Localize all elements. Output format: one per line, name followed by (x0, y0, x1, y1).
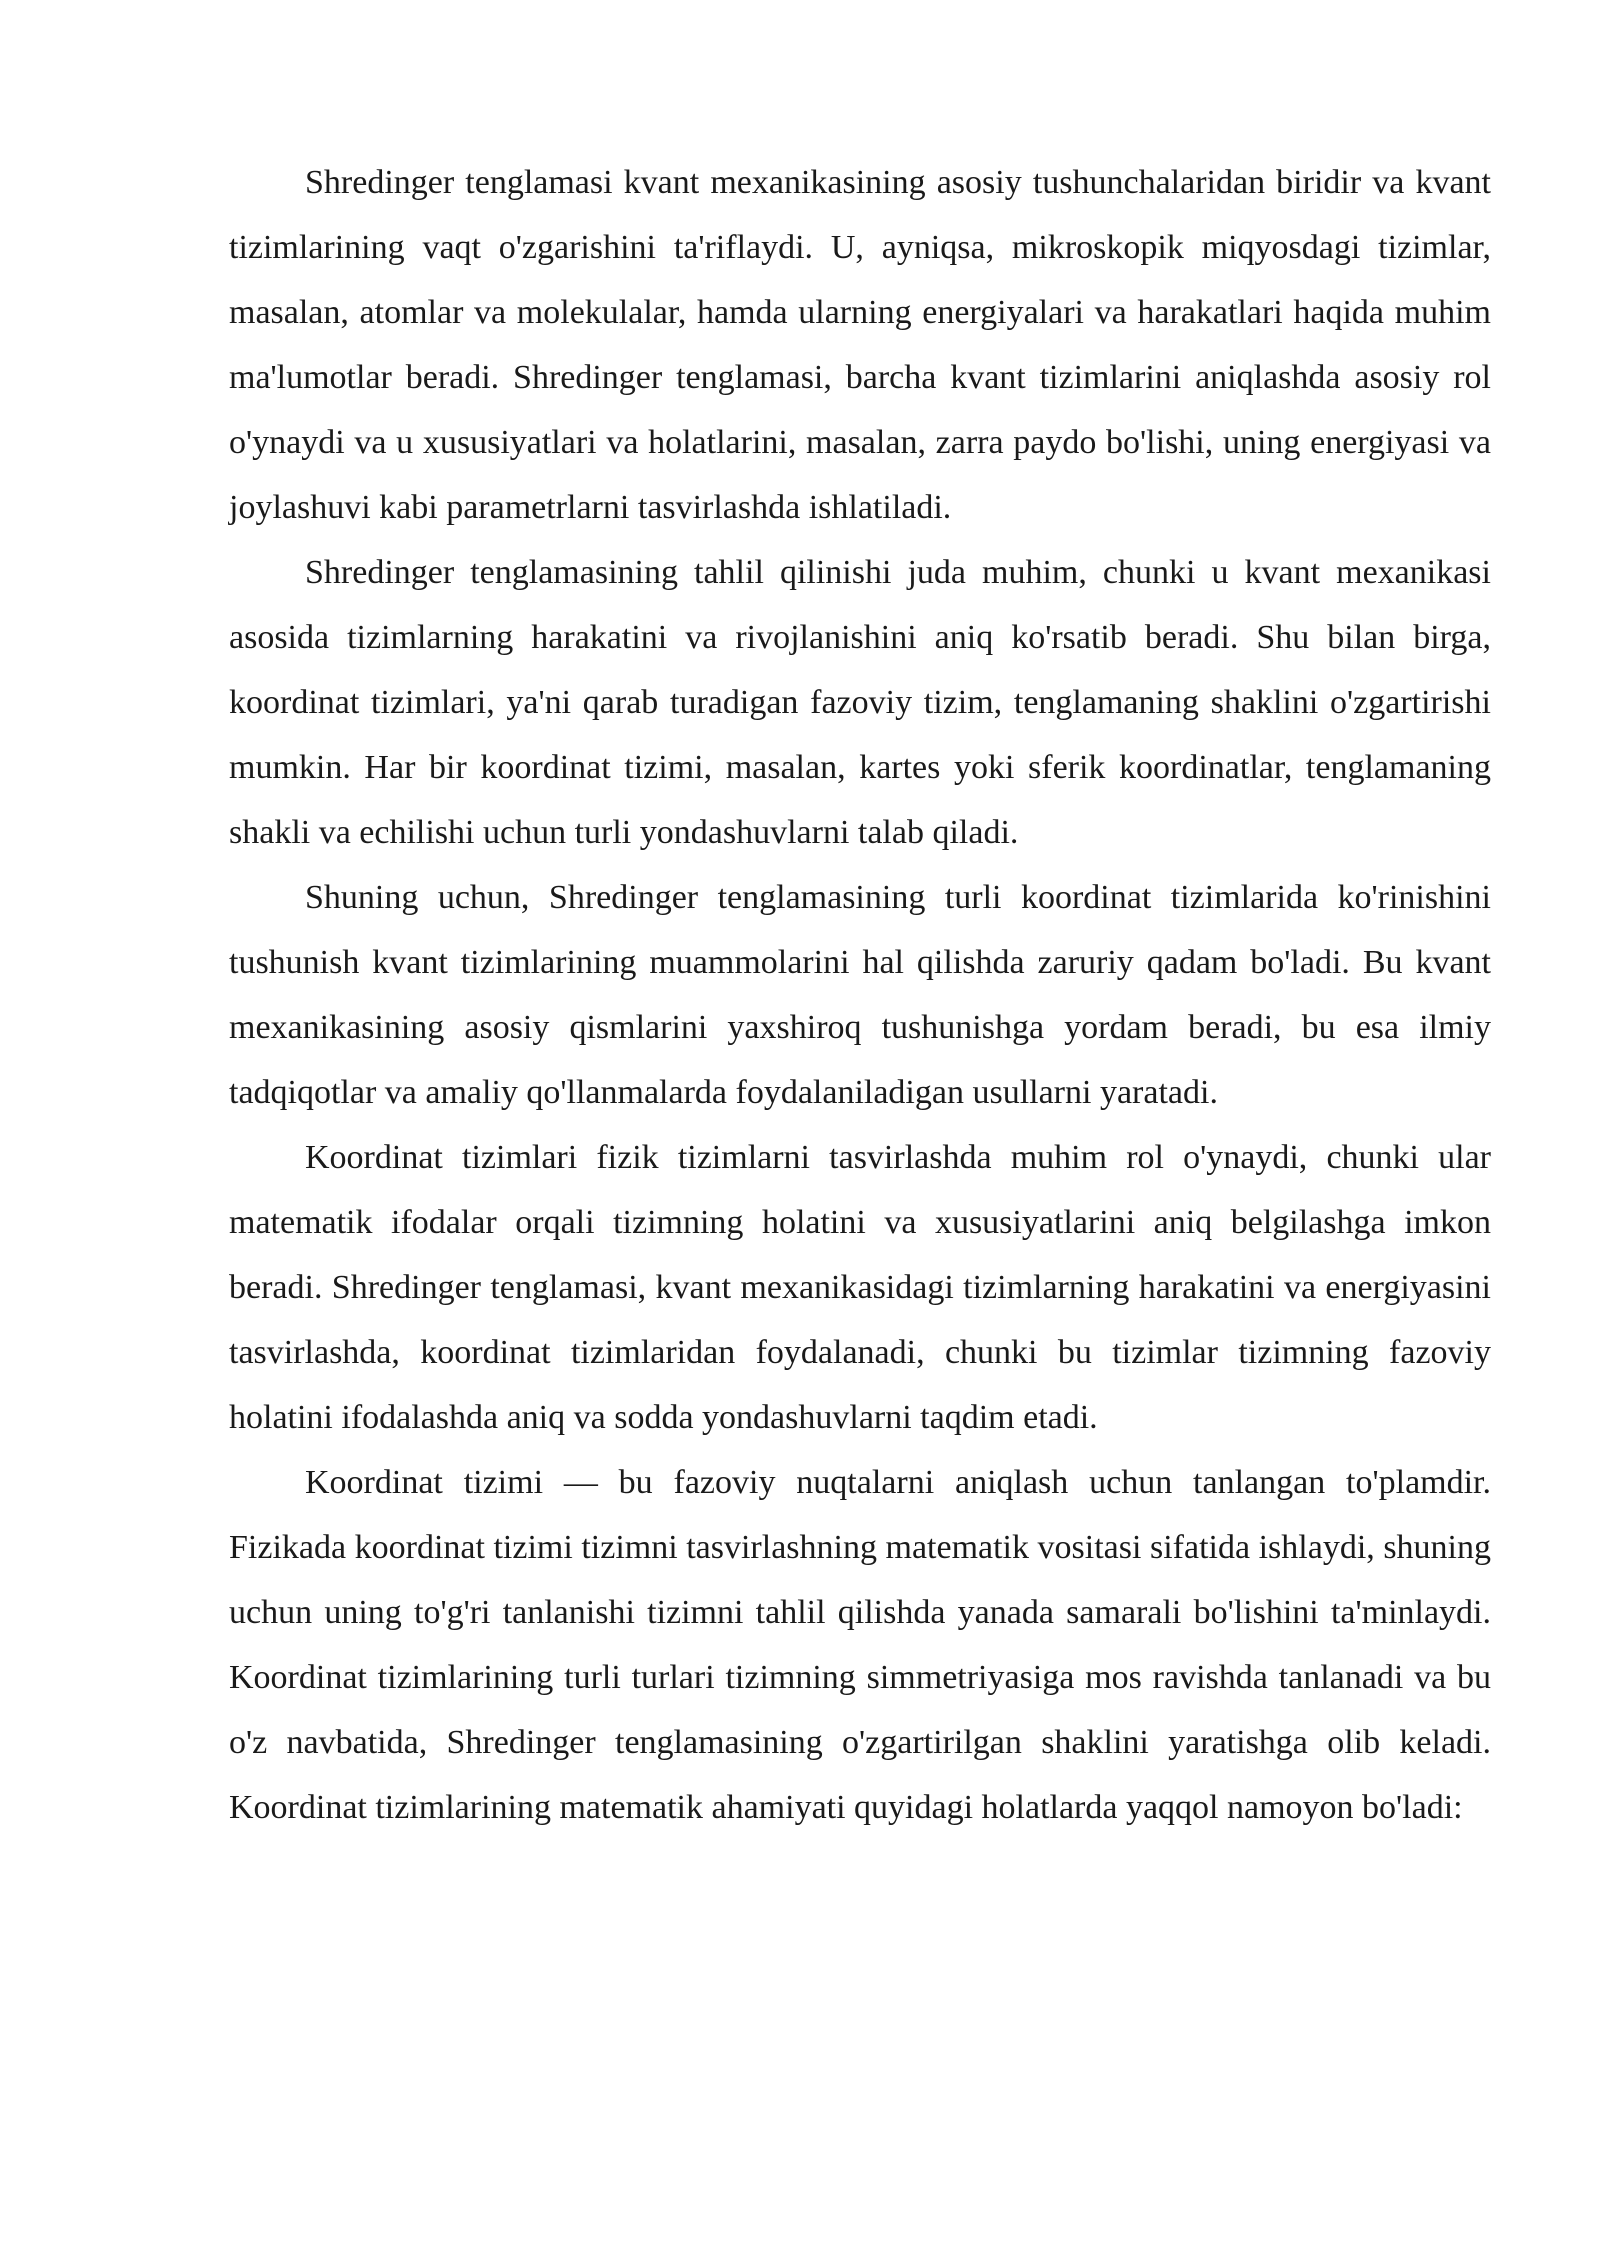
paragraph-5: Koordinat tizimi — bu fazoviy nuqtalarni aniqlash uchun tanlangan to'plamdir. Fizikada koordinat tizimi tizimni tasvirlashning matematik vositasi sifatida ishlaydi, shuning uchun uning to'g'ri tanlanishi tizimni tahlil qilishda yanada samarali bo'lishini ta'minlaydi. Koordinat tizimlarining turli turlari tizimning simmetriyasiga mos ravishda tanlanadi va bu o'z navbatida, Shredinger tenglamasining o'zgartirilgan shaklini yaratishga olib keladi. Koordinat tizimlarining matematik ahamiyati quyidagi holatlarda yaqqol namoyon bo'ladi: (229, 1464, 1491, 1826)
paragraph-2: Shredinger tenglamasining tahlil qilinishi juda muhim, chunki u kvant mexanikasi asosida tizimlarning harakatini va rivojlanishini aniq ko'rsatib beradi. Shu bilan birga, koordinat tizimlari, ya'ni qarab turadigan fazoviy tizim, tenglamaning shaklini o'zgartirishi mumkin. Har bir koordinat tizimi, masalan, kartes yoki sferik koordinatlar, tenglamaning shakli va echilishi uchun turli yondashuvlarni talab qiladi. (229, 554, 1491, 851)
paragraph-3: Shuning uchun, Shredinger tenglamasining turli koordinat tizimlarida ko'rinishini tushunish kvant tizimlarining muammolarini hal qilishda zaruriy qadam bo'ladi. Bu kvant mexanikasining asosiy qismlarini yaxshiroq tushunishga yordam beradi, bu esa ilmiy tadqiqotlar va amaliy qo'llanmalarda foydalaniladigan usullarni yaratadi. (229, 879, 1491, 1111)
paragraph-1: Shredinger tenglamasi kvant mexanikasining asosiy tushunchalaridan biridir va kvant tizimlarining vaqt o'zgarishini ta'riflaydi. U, ayniqsa, mikroskopik miqyosdagi tizimlar, masalan, atomlar va molekulalar, hamda ularning energiyalari va harakatlari haqida muhim ma'lumotlar beradi. Shredinger tenglamasi, barcha kvant tizimlarini aniqlashda asosiy rol o'ynaydi va u xususiyatlari va holatlarini, masalan, zarra paydo bo'lishi, uning energiyasi va joylashuvi kabi parametrlarni tasvirlashda ishlatiladi. (229, 164, 1491, 526)
paragraph-4: Koordinat tizimlari fizik tizimlarni tasvirlashda muhim rol o'ynaydi, chunki ular matematik ifodalar orqali tizimning holatini va xususiyatlarini aniq belgilashga imkon beradi. Shredinger tenglamasi, kvant mexanikasidagi tizimlarning harakatini va energiyasini tasvirlashda, koordinat tizimlaridan foydalanadi, chunki bu tizimlar tizimning fazoviy holatini ifodalashda aniq va sodda yondashuvlarni taqdim etadi. (229, 1139, 1491, 1436)
document-page (229, 150, 1491, 1840)
